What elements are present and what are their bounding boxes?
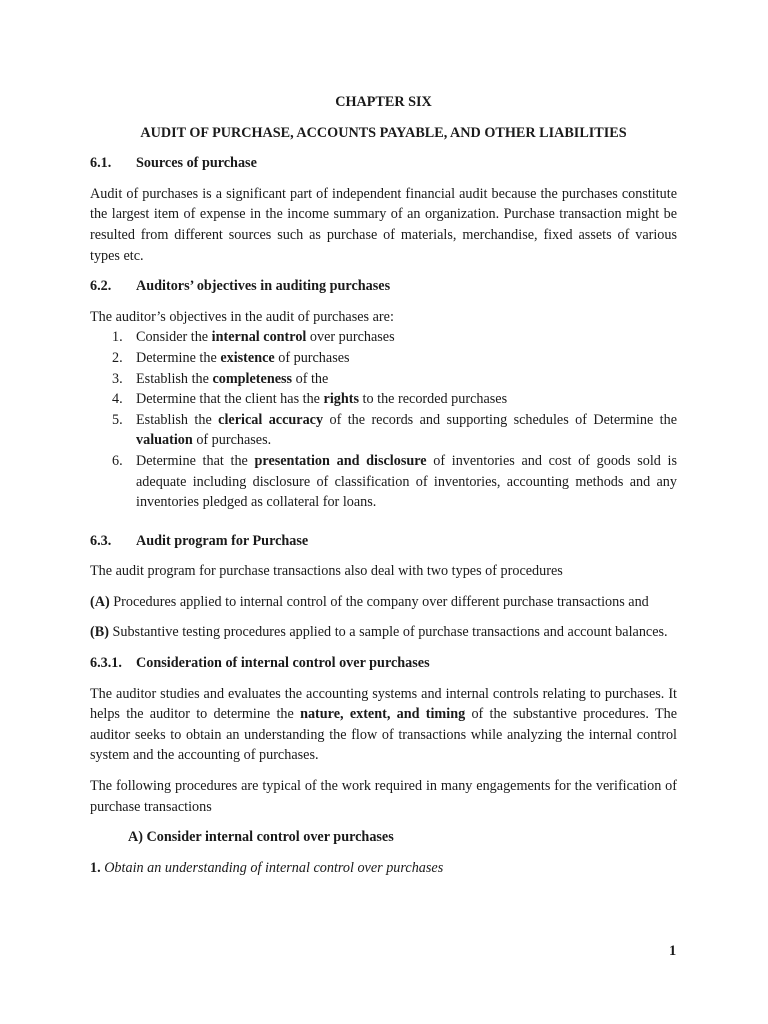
section-number: 6.2. [90, 278, 112, 295]
procedure-b [90, 622, 677, 643]
list-emphasis: clerical accuracy [218, 411, 324, 428]
section-heading-6-1 [90, 153, 677, 174]
list-text: of inventories and cost of goods sold is adequate including disclosure of classification of inventories, accounting methods and any inventories pledged as collateral for loans. [136, 452, 678, 511]
list-text: of purchases [274, 349, 350, 366]
list-number: 2. [112, 349, 123, 366]
list-text: to the recorded purchases [359, 391, 508, 408]
section-title: Audit program for Purchase [136, 532, 309, 549]
paragraph-emphasis: nature, extent, and timing [300, 706, 466, 723]
section-number: 6.3. [90, 532, 112, 549]
section-title: Consideration of internal control over purchases [136, 655, 430, 672]
list-emphasis: internal control [211, 329, 307, 346]
procedure-label: (B) [90, 624, 109, 641]
chapter-label: CHAPTER SIX [335, 94, 432, 110]
list-emphasis: completeness [212, 370, 293, 387]
paragraph-procedures: The following procedures are typical of the work required in many engagements for the verification of purchase transactions [90, 778, 677, 815]
list-emphasis: rights [323, 391, 359, 408]
list-number: 6. [112, 452, 123, 469]
list-item [90, 451, 677, 513]
list-item [90, 327, 677, 348]
list-text: Establish the [136, 411, 219, 428]
section-title: Auditors’ objectives in auditing purchases [136, 278, 391, 295]
page-number: 1 [669, 943, 677, 959]
audit-program-intro: The audit program for purchase transactions also deal with two types of procedures [90, 563, 563, 580]
procedure-label: (A) [90, 593, 110, 610]
list-text: over purchases [306, 329, 395, 346]
list-item [90, 369, 677, 390]
list-text: Determine that the [136, 452, 255, 469]
procedure-text: Procedures applied to internal control of the company over different purchase transactions and [109, 593, 649, 610]
section-title: Sources of purchase [136, 155, 257, 172]
section-heading-6-3-1 [90, 653, 677, 674]
section-number: 6.1. [90, 155, 112, 172]
list-text: of the records and supporting schedules of Determine the [323, 411, 678, 428]
list-emphasis: existence [220, 349, 275, 366]
section-heading-6-2 [90, 276, 677, 297]
objectives-list [90, 327, 677, 512]
paragraph-text: The auditor studies and evaluates the accounting systems and internal controls relating to purchases. It helps the auditor to determine the [90, 685, 677, 723]
list-text: Determine that the client has the [136, 391, 324, 408]
list-number: 3. [112, 370, 123, 387]
paragraph-sources: Audit of purchases is a significant part of independent financial audit because the purchases constitute the largest item of expense in the income summary of an organization. Purchase transaction might be resulted from different sources such as purchase of materials, merchandise, fixed assets of various types etc. [90, 185, 677, 264]
list-number: 5. [112, 411, 123, 428]
paragraph-text: of the substantive procedures. The auditor seeks to obtain an understanding the flow of transactions while analyzing the internal control system and the accounting of purchases. [90, 706, 678, 764]
section-heading-6-3 [90, 531, 677, 552]
paragraph-internal-control [90, 684, 677, 766]
page-content [90, 92, 677, 878]
list-text: of the [292, 370, 329, 387]
list-text: Determine the [136, 349, 221, 366]
list-text: Establish the [136, 370, 213, 387]
list-item [90, 389, 677, 410]
list-emphasis: presentation and disclosure [254, 452, 427, 469]
chapter-title: AUDIT OF PURCHASE, ACCOUNTS PAYABLE, AND OTHER LIABILITIES [140, 124, 627, 141]
item-text: Obtain an understanding of internal control over purchases [104, 859, 444, 876]
numbered-item-1 [90, 858, 677, 879]
list-number: 1. [112, 329, 123, 346]
subheading-a: A) Consider internal control over purchases [128, 829, 394, 846]
list-item [90, 410, 677, 451]
objectives-intro: The auditor’s objectives in the audit of purchases are: [90, 308, 394, 325]
list-emphasis: valuation [136, 432, 193, 449]
list-text: of purchases. [192, 432, 272, 449]
list-item [90, 348, 677, 369]
procedure-a [90, 592, 677, 613]
list-number: 4. [112, 391, 123, 408]
section-number: 6.3.1. [90, 655, 122, 672]
item-number: 1. [90, 859, 101, 876]
procedure-text: Substantive testing procedures applied to a sample of purchase transactions and account balances. [108, 624, 668, 641]
list-text: Consider the [136, 329, 212, 346]
